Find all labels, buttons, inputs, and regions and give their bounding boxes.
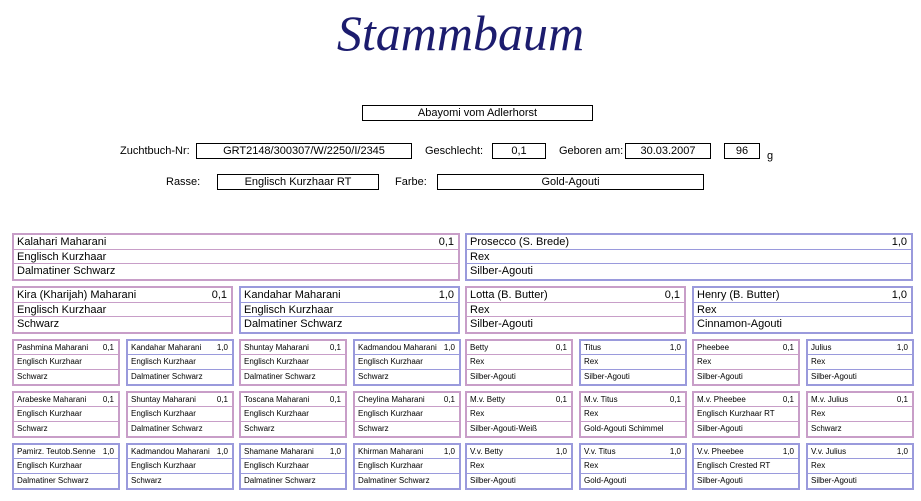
geboren-field: 30.03.2007 (625, 143, 711, 159)
card-sex: 0,1 (438, 236, 454, 248)
card-breed: Rex (467, 250, 911, 265)
card-color: Schwarz (17, 318, 60, 331)
pedigree-card (353, 391, 461, 438)
card-breed: Rex (467, 355, 571, 369)
pedigree-card (239, 443, 347, 490)
pedigree-card (12, 391, 120, 438)
card-name-row (467, 393, 571, 407)
farbe-label: Farbe: (395, 176, 427, 188)
card-breed: Englisch Kurzhaar (241, 303, 458, 318)
pedigree-card (353, 339, 461, 386)
card-name-row (241, 393, 345, 407)
card-breed: Rex (467, 459, 571, 473)
card-name: Shuntay Maharani (131, 395, 196, 404)
card-color: Schwarz (17, 423, 48, 433)
card-name: Kadmandou Maharani (131, 447, 210, 456)
card-color: Dalmatiner Schwarz (17, 475, 89, 485)
card-sex: 1,0 (555, 447, 567, 456)
card-color: Gold-Agouti Schimmel (584, 423, 664, 433)
card-color: Silber-Agouti (470, 475, 516, 485)
card-breed: Englisch Kurzhaar (14, 303, 231, 318)
card-breed: Englisch Kurzhaar RT (694, 407, 798, 421)
card-sex: 1,0 (443, 447, 455, 456)
card-breed: Rex (581, 407, 685, 421)
card-color: Dalmatiner Schwarz (244, 371, 316, 381)
pedigree-card (12, 233, 460, 281)
card-sex: 0,1 (782, 343, 794, 352)
card-name-row (241, 341, 345, 355)
card-name: Kira (Kharijah) Maharani (17, 289, 137, 301)
card-name-row (581, 341, 685, 355)
card-color: Silber-Agouti (470, 265, 533, 278)
animal-name-field: Abayomi vom Adlerhorst (362, 105, 593, 121)
card-name-row (128, 341, 232, 355)
card-sex: 0,1 (555, 343, 567, 352)
zuchtbuch-field: GRT2148/300307/W/2250/I/2345 (196, 143, 412, 159)
card-color: Schwarz (358, 371, 389, 381)
card-sex: 0,1 (443, 395, 455, 404)
farbe-field: Gold-Agouti (437, 174, 704, 190)
card-color: Cinnamon-Agouti (697, 318, 782, 331)
card-name-row (14, 393, 118, 407)
card-sex: 0,1 (211, 289, 227, 301)
pedigree-card (126, 443, 234, 490)
card-sex: 1,0 (102, 447, 114, 456)
card-color: Silber-Agouti (811, 371, 857, 381)
card-name-row (241, 288, 458, 303)
card-name-row (355, 393, 459, 407)
card-color: Silber-Agouti (697, 371, 743, 381)
pedigree-card (465, 339, 573, 386)
card-sex: 0,1 (216, 395, 228, 404)
card-color: Schwarz (131, 475, 162, 485)
card-breed: Rex (808, 407, 912, 421)
card-sex: 1,0 (216, 343, 228, 352)
card-breed: Englisch Crested RT (694, 459, 798, 473)
pedigree-card (353, 443, 461, 490)
pedigree-card (806, 443, 914, 490)
card-name-row (694, 393, 798, 407)
card-breed: Englisch Kurzhaar (241, 355, 345, 369)
pedigree-card (239, 286, 460, 334)
card-color: Schwarz (358, 423, 389, 433)
card-color: Dalmatiner Schwarz (244, 475, 316, 485)
pedigree-card (692, 339, 800, 386)
card-name: Pamirz. Teutob.Senne (17, 447, 96, 456)
card-name: Khirman Maharani (358, 447, 424, 456)
card-name: Toscana Maharani (244, 395, 310, 404)
card-color: Dalmatiner Schwarz (131, 371, 203, 381)
card-name-row (808, 445, 912, 459)
card-name: Julius (811, 343, 832, 352)
card-breed: Rex (581, 459, 685, 473)
card-name-row (467, 235, 911, 250)
card-color: Silber-Agouti (811, 475, 857, 485)
pedigree-card (579, 443, 687, 490)
card-name-row (694, 445, 798, 459)
card-name-row (808, 393, 912, 407)
card-name: M.v. Betty (470, 395, 505, 404)
geschlecht-label: Geschlecht: (425, 145, 484, 157)
card-sex: 1,0 (216, 447, 228, 456)
card-breed: Rex (694, 303, 911, 318)
card-sex: 1,0 (782, 447, 794, 456)
card-sex: 0,1 (896, 395, 908, 404)
pedigree-card (806, 391, 914, 438)
card-name-row (467, 288, 684, 303)
card-breed: Englisch Kurzhaar (14, 250, 458, 265)
card-breed: Englisch Kurzhaar (14, 459, 118, 473)
card-name-row (694, 341, 798, 355)
card-name: V.v. Julius (811, 447, 847, 456)
card-name: M.v. Julius (811, 395, 849, 404)
card-breed: Rex (808, 355, 912, 369)
pedigree-card (12, 339, 120, 386)
card-name-row (128, 445, 232, 459)
card-color: Schwarz (17, 371, 48, 381)
card-sex: 0,1 (102, 343, 114, 352)
card-color: Dalmatiner Schwarz (244, 318, 343, 331)
card-name-row (14, 445, 118, 459)
card-color: Dalmatiner Schwarz (358, 475, 430, 485)
card-breed: Rex (467, 303, 684, 318)
card-name: V.v. Pheebee (697, 447, 744, 456)
card-sex: 1,0 (896, 447, 908, 456)
card-sex: 1,0 (669, 447, 681, 456)
card-breed: Englisch Kurzhaar (355, 355, 459, 369)
card-sex: 0,1 (555, 395, 567, 404)
rasse-field: Englisch Kurzhaar RT (217, 174, 379, 190)
card-name: V.v. Titus (584, 447, 616, 456)
rasse-label: Rasse: (166, 176, 201, 188)
card-breed: Englisch Kurzhaar (14, 355, 118, 369)
pedigree-card (465, 233, 913, 281)
card-color: Schwarz (244, 423, 275, 433)
card-name-row (581, 393, 685, 407)
card-name-row (241, 445, 345, 459)
card-sex: 0,1 (664, 289, 680, 301)
card-breed: Rex (467, 407, 571, 421)
card-name: Kadmandou Maharani (358, 343, 437, 352)
card-sex: 1,0 (669, 343, 681, 352)
pedigree-card (126, 339, 234, 386)
pedigree-card (12, 443, 120, 490)
card-breed: Rex (694, 355, 798, 369)
card-breed: Englisch Kurzhaar (128, 459, 232, 473)
card-breed: Englisch Kurzhaar (14, 407, 118, 421)
card-name: Kandahar Maharani (131, 343, 202, 352)
card-name-row (355, 341, 459, 355)
pedigree-card (126, 391, 234, 438)
card-sex: 0,1 (102, 395, 114, 404)
pedigree-card (465, 443, 573, 490)
card-breed: Englisch Kurzhaar (355, 407, 459, 421)
card-color: Silber-Agouti (697, 423, 743, 433)
card-name: Lotta (B. Butter) (470, 289, 548, 301)
pedigree-card (579, 339, 687, 386)
pedigree-card (692, 286, 913, 334)
card-name-row (808, 341, 912, 355)
card-color: Silber-Agouti-Weiß (470, 423, 537, 433)
card-breed: Rex (581, 355, 685, 369)
card-name-row (694, 288, 911, 303)
geboren-label: Geboren am: (559, 145, 624, 157)
card-name-row (467, 445, 571, 459)
card-sex: 1,0 (891, 289, 907, 301)
card-sex: 0,1 (782, 395, 794, 404)
pedigree-card (692, 443, 800, 490)
pedigree-card (465, 391, 573, 438)
card-breed: Rex (808, 459, 912, 473)
card-sex: 0,1 (669, 395, 681, 404)
card-name: Betty (470, 343, 489, 352)
card-breed: Englisch Kurzhaar (241, 459, 345, 473)
card-color: Gold-Agouti (584, 475, 627, 485)
card-name: M.v. Titus (584, 395, 618, 404)
card-name-row (14, 341, 118, 355)
pedigree-card (579, 391, 687, 438)
pedigree-card (692, 391, 800, 438)
card-sex: 1,0 (896, 343, 908, 352)
card-name: Prosecco (S. Brede) (470, 236, 570, 248)
card-color: Silber-Agouti (470, 371, 516, 381)
card-color: Schwarz (811, 423, 842, 433)
card-color: Silber-Agouti (697, 475, 743, 485)
card-color: Dalmatiner Schwarz (131, 423, 203, 433)
card-name: Henry (B. Butter) (697, 289, 780, 301)
card-name: Kalahari Maharani (17, 236, 107, 248)
card-name-row (128, 393, 232, 407)
card-name: Shamane Maharani (244, 447, 314, 456)
zuchtbuch-label: Zuchtbuch-Nr: (120, 145, 190, 157)
card-name-row (355, 445, 459, 459)
card-name-row (14, 288, 231, 303)
card-name: Kandahar Maharani (244, 289, 341, 301)
geschlecht-field: 0,1 (492, 143, 546, 159)
card-name-row (467, 341, 571, 355)
card-name: Pheebee (697, 343, 730, 352)
card-name: Titus (584, 343, 602, 352)
card-breed: Englisch Kurzhaar (128, 407, 232, 421)
card-sex: 0,1 (329, 343, 341, 352)
card-name: M.v. Pheebee (697, 395, 746, 404)
gewicht-unit: g (767, 150, 774, 162)
card-name-row (581, 445, 685, 459)
card-breed: Englisch Kurzhaar (128, 355, 232, 369)
pedigree-card (239, 339, 347, 386)
card-sex: 1,0 (443, 343, 455, 352)
card-sex: 1,0 (891, 236, 907, 248)
card-name: Pashmina Maharani (17, 343, 89, 352)
card-breed: Englisch Kurzhaar (241, 407, 345, 421)
card-color: Silber-Agouti (584, 371, 630, 381)
card-name-row (14, 235, 458, 250)
gewicht-field: 96 (724, 143, 760, 159)
pedigree-card (12, 286, 233, 334)
card-sex: 1,0 (329, 447, 341, 456)
card-breed: Englisch Kurzhaar (355, 459, 459, 473)
pedigree-card (465, 286, 686, 334)
page-title: Stammbaum (336, 5, 585, 61)
card-name: Shuntay Maharani (244, 343, 309, 352)
pedigree-card (239, 391, 347, 438)
card-name: Cheylina Maharani (358, 395, 425, 404)
pedigree-card (806, 339, 914, 386)
card-sex: 0,1 (329, 395, 341, 404)
card-name: Arabeske Maharani (17, 395, 87, 404)
card-color: Silber-Agouti (470, 318, 533, 331)
card-name: V.v. Betty (470, 447, 503, 456)
card-color: Dalmatiner Schwarz (17, 265, 116, 278)
card-sex: 1,0 (438, 289, 454, 301)
